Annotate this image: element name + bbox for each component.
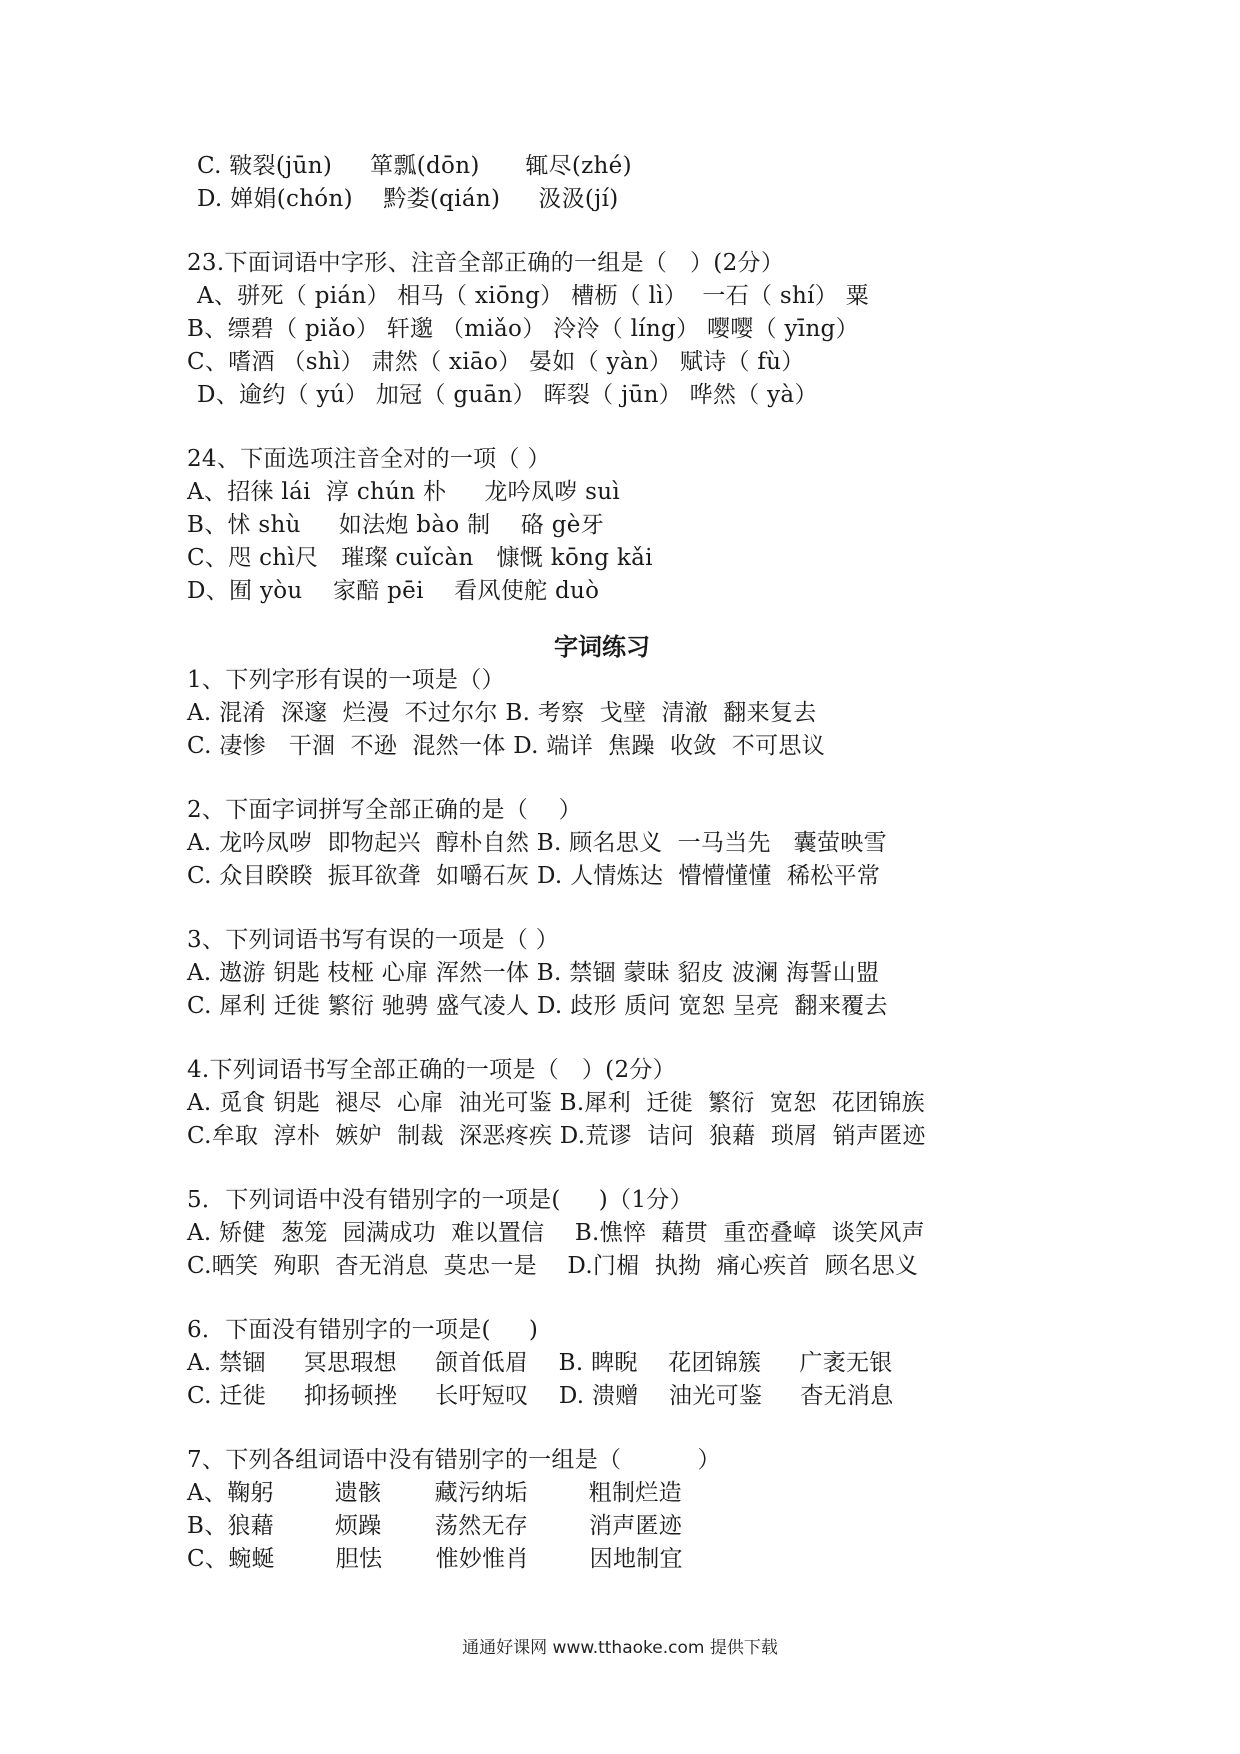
- w2-stem: 2、下面字词拼写全部正确的是（ ）: [187, 797, 582, 823]
- q23-option-d: D、逾约（ yú） 加冠（ guān） 晖裂（ jūn） 哗然（ yà）: [197, 382, 818, 408]
- q24-stem: 24、下面选项注音全对的一项（ ）: [187, 446, 551, 472]
- w3-stem: 3、下列词语书写有误的一项是（ ）: [187, 927, 560, 953]
- w4-option-cd: C.牟取 淳朴 嫉妒 制裁 深恶疼疾 D.荒谬 诘问 狼藉 琐屑 销声匿迹: [187, 1123, 926, 1149]
- w1-option-cd: C. 凄惨 干涸 不逊 混然一体 D. 端详 焦躁 收敛 不可思议: [187, 733, 825, 759]
- q23-stem: 23.下面词语中字形、注音全部正确的一组是（ ）(2分）: [187, 250, 785, 276]
- q24-option-d: D、囿 yòu 家醅 pēi 看风使舵 duò: [187, 578, 600, 604]
- w1-stem: 1、下列字形有误的一项是（）: [187, 667, 505, 693]
- page-footer: 通通好课网 www.tthaoke.com 提供下载: [462, 1638, 778, 1658]
- q23-option-a: A、骈死（ pián） 相马（ xiōng） 槽枥（ lì） 一石（ shí） 粟: [197, 283, 870, 309]
- q22-option-c: C. 皲裂(jūn) 箪瓢(dōn) 辄尽(zhé): [197, 153, 632, 179]
- w6-option-cd: C. 迁徙 抑扬顿挫 长吁短叹 D. 溃赠 油光可鉴 杳无消息: [187, 1383, 894, 1409]
- w7-option-c: C、蜿蜒 胆怯 惟妙惟肖 因地制宜: [187, 1546, 683, 1572]
- w1-option-ab: A. 混淆 深邃 烂漫 不过尔尔 B. 考察 戈壁 清澈 翻来复去: [187, 700, 817, 726]
- w2-option-ab: A. 龙吟凤哕 即物起兴 醇朴自然 B. 顾名思义 一马当先 囊萤映雪: [187, 830, 887, 856]
- w4-stem: 4.下列词语书写全部正确的一项是（ ）(2分）: [187, 1057, 676, 1083]
- w7-option-a: A、鞠躬 遗骸 藏污纳垢 粗制烂造: [187, 1480, 682, 1506]
- q24-option-b: B、怵 shù 如法炮 bào 制 硌 gè牙: [187, 512, 604, 538]
- w5-option-cd: C.晒笑 殉职 杳无消息 莫忠一是 D.门楣 执拗 痛心疾首 顾名思义: [187, 1253, 919, 1279]
- w3-option-ab: A. 遨游 钥匙 枝桠 心扉 浑然一体 B. 禁锢 蒙昧 貂皮 波澜 海誓山盟: [187, 960, 880, 986]
- w5-stem: 5．下列词语中没有错别字的一项是( )（1分）: [187, 1187, 693, 1213]
- w6-stem: 6．下面没有错别字的一项是( ): [187, 1317, 539, 1343]
- w6-option-ab: A. 禁锢 冥思瑕想 颌首低眉 B. 睥睨 花团锦簇 广袤无银: [187, 1350, 893, 1376]
- q23-option-c: C、嗜酒 （shì） 肃然（ xiāo） 晏如（ yàn） 赋诗（ fù）: [187, 349, 805, 375]
- q23-option-b: B、缥碧（ piǎo） 轩邈 （miǎo） 泠泠（ líng） 嘤嘤（ yīng）: [187, 316, 859, 342]
- q22-option-d: D. 婵娟(chón) 黔娄(qián) 汲汲(jí): [197, 186, 619, 212]
- q24-option-a: A、招徕 lái 淳 chún 朴 龙吟凤哕 suì: [187, 479, 621, 505]
- w3-option-cd: C. 犀利 迁徙 繁衍 驰骋 盛气凌人 D. 歧形 质问 宽恕 呈亮 翻来覆去: [187, 993, 888, 1019]
- section-title: 字词练习: [554, 633, 650, 661]
- w5-option-ab: A. 矫健 葱笼 园满成功 难以置信 B.憔悴 藉贯 重峦叠嶂 谈笑风声: [187, 1220, 925, 1246]
- document-body: [187, 150, 1087, 1576]
- w4-option-ab: A. 觅食 钥匙 褪尽 心扉 油光可鉴 B.犀利 迁徙 繁衍 宽恕 花团锦族: [187, 1090, 925, 1116]
- w7-option-b: B、狼藉 烦躁 荡然无存 消声匿迹: [187, 1513, 683, 1539]
- w2-option-cd: C. 众目睽睽 振耳欲聋 如嚼石灰 D. 人情炼达 懵懵懂懂 稀松平常: [187, 863, 881, 889]
- w7-stem: 7、下列各组词语中没有错别字的一组是（ ）: [187, 1447, 721, 1473]
- q24-option-c: C、咫 chì尺 璀璨 cuǐcàn 慷慨 kōng kǎi: [187, 545, 653, 571]
